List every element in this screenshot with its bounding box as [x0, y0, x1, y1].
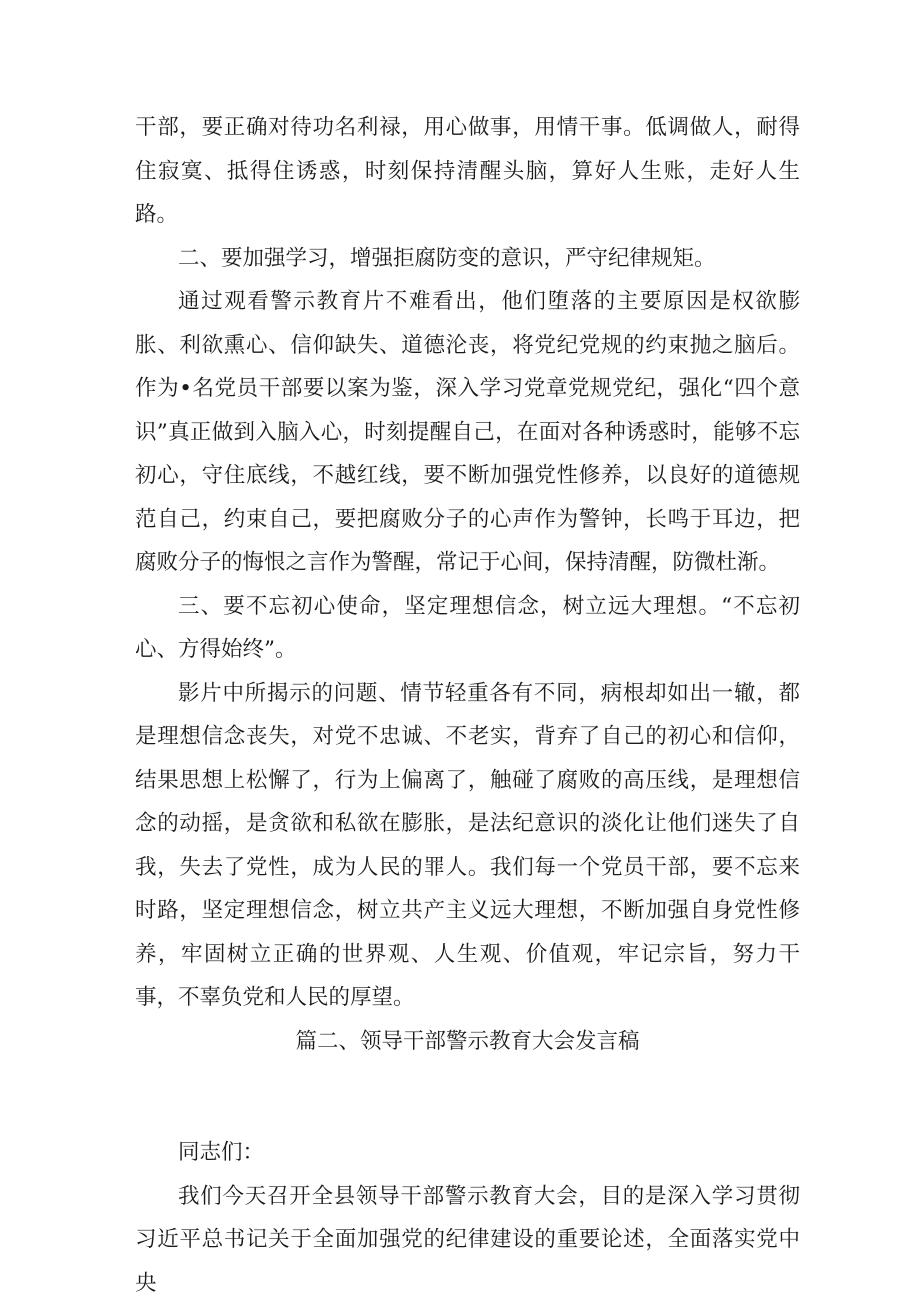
paragraph-continuation: 干部，要正确对待功名利禄，用心做事，用情干事。低调做人，耐得住寂寞、抵得住诱惑，时刻保持清醒头脑，算好人生账，走好人生路。: [135, 106, 800, 237]
section-title: 篇二、领导干部警示教育大会发言稿: [135, 1020, 800, 1064]
paragraph-study: 通过观看警示教育片不难看出，他们堕落的主要原因是权欲膨胀、利欲熏心、信仰缺失、道德沦丧，将党纪党规的约束抛之脑后。作为•名党员干部要以案为鉴，深入学习党章党规党纪，强化“四个意识”真正做到入脑入心，时刻提醒自己，在面对各种诱惑时，能够不忘初心，守住底线，不越红线，要不断加强党性修养，以良好的道德规范自己，约束自己，要把腐败分子的心声作为警钟，长鸣于耳边，把腐败分子的悔恨之言作为警醒，常记于心间，保持清醒，防微杜渐。: [135, 280, 800, 585]
heading-point-two: 二、要加强学习，增强拒腐防变的意识，严守纪律规矩。: [135, 237, 800, 281]
paragraph-opening: 我们今天召开全县领导干部警示教育大会，目的是深入学习贯彻习近平总书记关于全面加强党的纪律建设的重要论述，全面落实党中央: [135, 1175, 800, 1305]
heading-point-three: 三、要不忘初心使命，坚定理想信念，树立远大理想。“不忘初心、方得始终”。: [135, 585, 800, 672]
document-body: [135, 106, 800, 1305]
blank-spacer: [135, 1063, 800, 1131]
salutation: 同志们：: [135, 1131, 800, 1175]
paragraph-ideals: 影片中所揭示的问题、情节轻重各有不同，病根却如出一辙，都是理想信念丧失，对党不忠诚、不老实，背弃了自己的初心和信仰，结果思想上松懈了，行为上偏离了，触碰了腐败的高压线，是理想信念的动摇，是贪欲和私欲在膨胀，是法纪意识的淡化让他们迷失了自我，失去了党性，成为人民的罪人。我们每一个党员干部，要不忘来时路，坚定理想信念，树立共产主义远大理想，不断加强自身党性修养，牢固树立正确的世界观、人生观、价值观，牢记宗旨，努力干事，不辜负党和人民的厚望。: [135, 672, 800, 1020]
